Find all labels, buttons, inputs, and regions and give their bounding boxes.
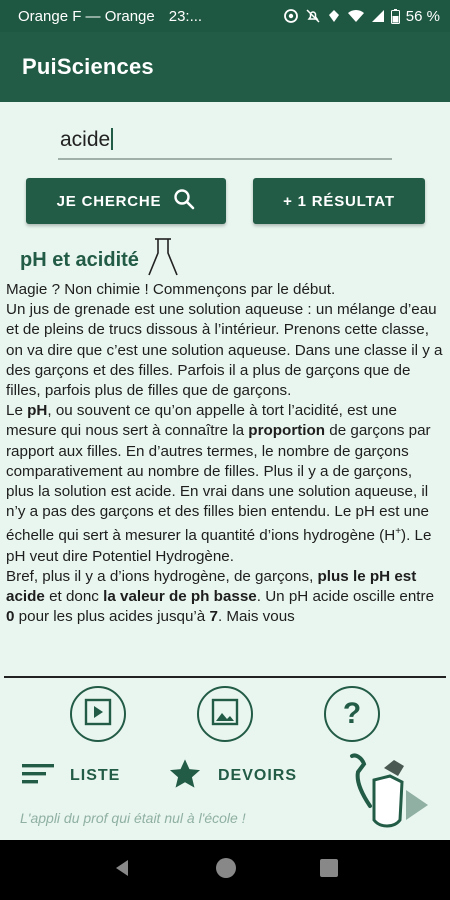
list-label: LISTE bbox=[70, 767, 121, 784]
article-paragraph bbox=[6, 300, 444, 401]
superscript-text: + bbox=[395, 526, 402, 538]
help-button[interactable] bbox=[324, 686, 380, 742]
play-video-icon bbox=[84, 698, 112, 731]
list-button[interactable] bbox=[22, 758, 120, 794]
image-button[interactable] bbox=[197, 686, 253, 742]
home-icon[interactable] bbox=[214, 856, 238, 885]
text-run: et donc bbox=[44, 588, 104, 606]
text-run: ). Le pH veut dire Potentiel Hydrogène. bbox=[6, 527, 432, 565]
back-icon[interactable] bbox=[111, 857, 133, 884]
mute-icon bbox=[305, 8, 321, 24]
text-run: . Mais vous bbox=[217, 608, 295, 626]
text-run: Un jus de grenade est une solution aqueuse : un mélange d’eau et de pleins de trucs dissous à l’intérieur. Prenons cette classe, on va dire que c’est une solution aqueuse. Dans une classe il y a des garçons et des filles. Parfois il a plus de garçons que de filles, parfois plus de filles que de garçons. bbox=[6, 301, 443, 400]
status-icons bbox=[283, 8, 440, 25]
list-icon bbox=[22, 762, 54, 791]
bold-text: 0 bbox=[6, 608, 15, 626]
system-navigation-bar bbox=[0, 840, 450, 900]
clock: 23:... bbox=[168, 7, 203, 25]
homework-label: DEVOIRS bbox=[218, 767, 298, 784]
text-run: de garçons par rapport aux filles. En d’autres termes, le nombre de garçons comparativement au nombre de filles. Plus il y a de garçons, plus la solution est acide. En vrai dans une solution aqueuse, il n’y a pas des garçons et des filles bien entendu. Le pH est une échelle qui sert à mesurer la quantité d’ions hydrogène (H bbox=[6, 422, 431, 545]
article-heading bbox=[20, 237, 179, 283]
article-divider bbox=[4, 676, 446, 678]
scientist-mascot-icon[interactable] bbox=[348, 750, 438, 832]
article-title: pH et acidité bbox=[20, 248, 139, 271]
battery-level: 56 % bbox=[405, 7, 440, 25]
app-bar bbox=[0, 32, 450, 102]
tagline: L'appli du prof qui était nul à l'école ! bbox=[20, 810, 246, 826]
star-icon bbox=[168, 758, 202, 795]
alarm-icon bbox=[327, 8, 341, 24]
battery-icon bbox=[391, 9, 400, 24]
carrier-label: Orange F — Orange bbox=[18, 7, 155, 25]
bold-text: la valeur de ph basse bbox=[103, 588, 257, 606]
bold-text: pH bbox=[27, 402, 48, 420]
article-paragraph bbox=[6, 280, 444, 300]
article-paragraph bbox=[6, 567, 444, 628]
bold-text: plus le pH est acide bbox=[6, 567, 417, 606]
search-button-label: JE CHERCHE bbox=[56, 192, 162, 210]
search-button[interactable] bbox=[26, 178, 226, 224]
text-cursor bbox=[111, 128, 113, 150]
article-paragraph bbox=[6, 401, 444, 567]
text-run: , ou souvent ce qu’on appelle à tort l’acidité, est une mesure qui nous sert à connaître la bbox=[6, 402, 397, 440]
text-run: Bref, plus il y a d’ions hydrogène, de garçons, bbox=[6, 567, 318, 585]
text-run: pour les plus acides jusqu’à bbox=[14, 608, 210, 626]
text-run: . Un pH acide oscille entre bbox=[256, 588, 435, 606]
bold-text: 7 bbox=[209, 608, 218, 626]
sync-icon bbox=[283, 8, 299, 24]
text-run: Magie ? Non chimie ! Commençons par le début. bbox=[6, 281, 336, 298]
recents-icon[interactable] bbox=[319, 858, 339, 883]
homework-button[interactable] bbox=[168, 758, 297, 794]
article-body bbox=[6, 280, 444, 674]
text-run: Le bbox=[6, 402, 28, 420]
help-icon: ? bbox=[342, 697, 362, 730]
wifi-icon bbox=[347, 9, 365, 23]
more-result-button[interactable] bbox=[253, 178, 425, 224]
video-button[interactable] bbox=[70, 686, 126, 742]
signal-icon bbox=[371, 9, 385, 23]
flask-icon bbox=[147, 237, 179, 283]
status-bar bbox=[0, 0, 450, 32]
search-input[interactable] bbox=[58, 122, 392, 160]
image-icon bbox=[211, 698, 239, 731]
app-title: PuiSciences bbox=[22, 54, 154, 79]
bold-text: proportion bbox=[248, 422, 326, 440]
more-result-label: + 1 RÉSULTAT bbox=[283, 192, 395, 210]
search-input-value: acide bbox=[60, 128, 111, 151]
search-icon bbox=[173, 188, 195, 214]
